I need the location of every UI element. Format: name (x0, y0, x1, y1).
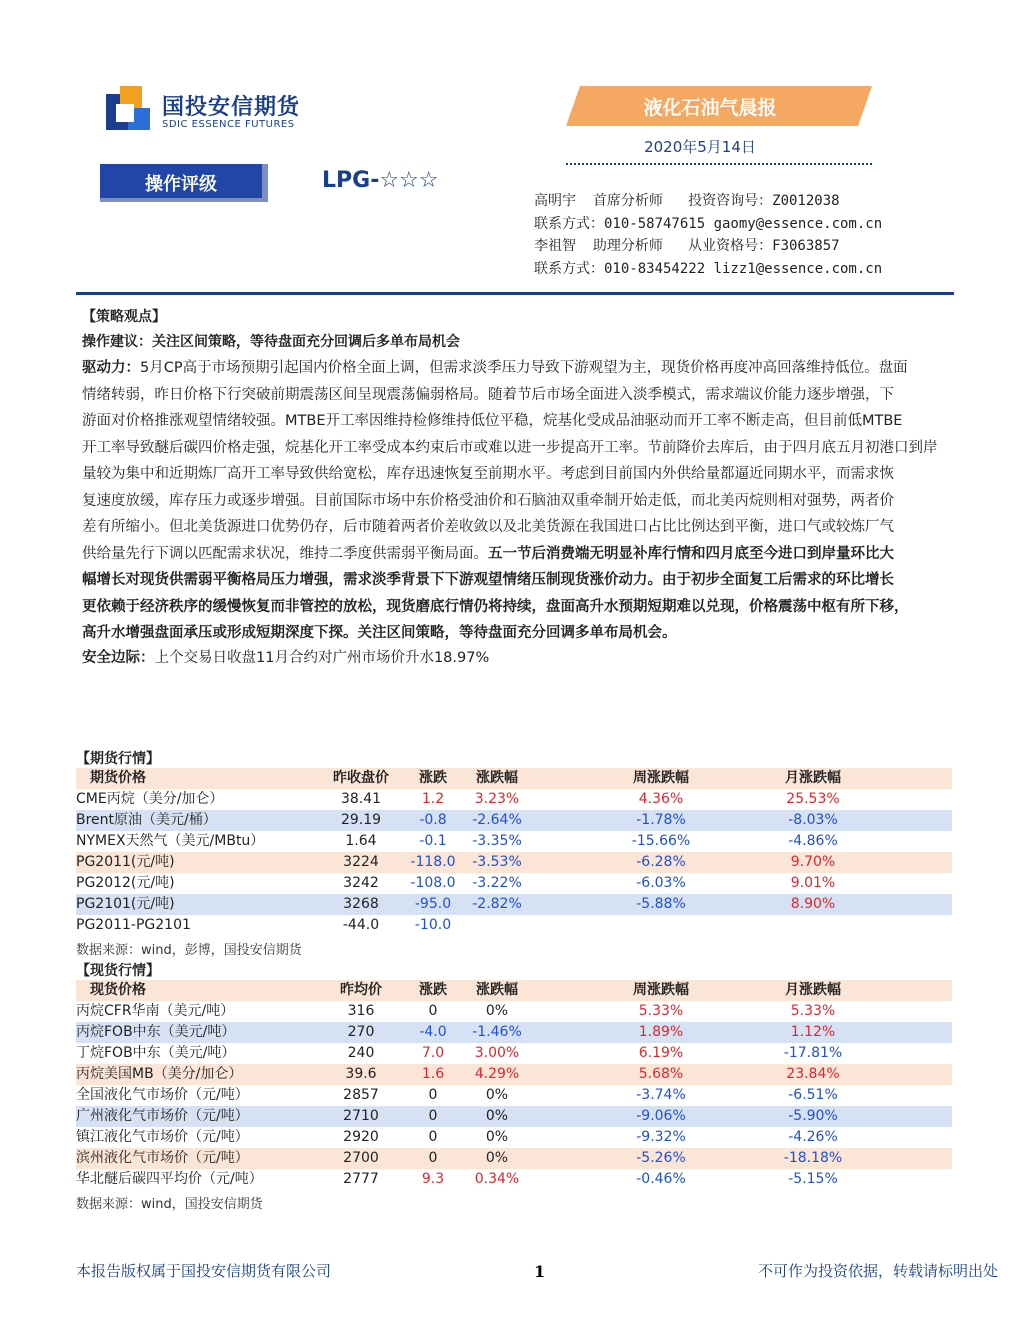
table-cell: PG2011(元/吨) (76, 854, 175, 870)
table-cell: -15.66% (631, 833, 691, 849)
table-cell: 0 (428, 1150, 438, 1166)
paragraph-line (82, 383, 894, 404)
paragraph-line (82, 542, 894, 563)
table-cell (748, 915, 878, 936)
paragraph-text: 复速度放缓，库存压力或逐步增强。目前国际市场中东价格受油价和石脑油双重牵制开始走低，而北美丙烷则相对强势，两者价 (82, 492, 894, 509)
table-cell: 0 (428, 1087, 438, 1103)
spot-source: 数据来源：wind，国投安信期货 (76, 1197, 263, 1212)
table-row (76, 1064, 952, 1085)
futures-source: 数据来源：wind，彭博，国投安信期货 (76, 943, 302, 958)
table-cell: 38.41 (340, 791, 382, 807)
table-cell: -10.0 (414, 917, 452, 933)
table-cell: -9.32% (636, 1129, 686, 1145)
table-cell: 3242 (343, 875, 379, 891)
column-header: 月涨跌幅 (785, 982, 841, 998)
table-row (76, 810, 952, 831)
table-cell: 9.70% (790, 854, 836, 870)
table-cell: CME丙烷（美分/加仑） (76, 791, 224, 807)
paragraph-line (82, 621, 677, 642)
table-row (76, 1106, 952, 1127)
paragraph-line (82, 568, 894, 589)
logo-english-name: SDIC ESSENCE FUTURES (162, 119, 295, 130)
table-cell: 3268 (343, 896, 379, 912)
table-cell: -0.8 (419, 812, 447, 828)
paragraph-text: 量较为集中和近期炼厂高开工率导致供给宽松，库存迅速恢复至前期水平。考虑到目前国内外供给量都逼近同期水平，而需求恢 (82, 466, 894, 482)
logo-chinese-name: 国投安信期货 (162, 95, 301, 120)
paragraph-bold-text: 高升水增强盘面承压或形成短期深度下探。关注区间策略，等待盘面充分回调多单布局机会。 (82, 625, 677, 641)
table-cell: 7.0 (421, 1045, 445, 1061)
table-cell: 丁烷FOB中东（美元/吨） (76, 1045, 236, 1061)
table-row (76, 915, 952, 936)
futures-table-title: 【期货行情】 (76, 751, 160, 767)
table-cell: 29.19 (340, 812, 382, 828)
analyst-line: 联系方式：010-83454222 lizz1@essence.com.cn (534, 261, 883, 277)
table-cell: 1.64 (345, 833, 377, 849)
table-cell: 0% (485, 1087, 509, 1103)
paragraph-line (82, 356, 908, 377)
safety-margin (82, 646, 489, 667)
paragraph-text: 游面对价格推涨观望情绪较强。MTBE开工率因维持检修维持低位平稳，烷基化受成品油驱动而开工率不断走高，但目前低MTBE (82, 413, 903, 429)
table-cell: 9.3 (421, 1171, 445, 1187)
paragraph-text: 差有所缩小。但北美货源进口优势仍存，后市随着两者价差收敛以及北美货源在我国进口占比比例达到平衡，进口气或较炼厂气 (82, 519, 894, 535)
table-cell: 0% (485, 1108, 509, 1124)
column-header: 期货价格 (90, 770, 146, 786)
table-cell: 0.34% (474, 1171, 520, 1187)
table-cell: 5.33% (790, 1003, 836, 1019)
table-cell: -3.53% (472, 854, 522, 870)
table-cell: 4.36% (638, 791, 684, 807)
strategy-section-title: 【策略观点】 (82, 309, 166, 325)
table-cell: 镇江液化气市场价（元/吨） (76, 1129, 249, 1145)
table-cell: -6.28% (636, 854, 686, 870)
table-cell: 9.01% (790, 875, 836, 891)
safety-label: 安全边际： (82, 650, 155, 666)
table-cell: -9.06% (636, 1108, 686, 1124)
table-cell: -5.26% (636, 1150, 686, 1166)
table-cell: PG2012(元/吨) (76, 875, 175, 891)
table-cell (596, 915, 726, 936)
table-cell: 1.12% (790, 1024, 836, 1040)
table-cell: -44.0 (342, 917, 380, 933)
analyst-line: 李祖智 助理分析师 从业资格号：F3063857 (534, 238, 840, 254)
table-cell: 316 (347, 1003, 375, 1019)
drive-label: 驱动力： (82, 360, 140, 376)
table-cell: 0% (485, 1150, 509, 1166)
header-rule (76, 292, 954, 295)
table-cell: 0 (428, 1003, 438, 1019)
table-cell: 240 (347, 1045, 375, 1061)
paragraph-bold-text: 更依赖于经济秩序的缓慢恢复而非管控的放松，现货磨底行情仍将持续，盘面高升水预期短期难以兑现，价格震荡中枢有所下移， (82, 598, 909, 615)
column-header: 涨跌 (419, 982, 447, 998)
table-row (76, 852, 952, 873)
table-cell (452, 915, 542, 936)
table-cell: -4.0 (419, 1024, 447, 1040)
paragraph-line (82, 595, 909, 616)
table-cell: -3.35% (472, 833, 522, 849)
table-cell: 2920 (343, 1129, 379, 1145)
paragraph-line (82, 462, 894, 483)
table-cell: -18.18% (783, 1150, 843, 1166)
paragraph-text: 5月CP高于市场预期引起国内价格全面上调，但需求淡季压力导致下游观望为主，现货价格再度冲高回落维持低位。盘面 (140, 360, 908, 376)
analyst-line: 联系方式：010-58747615 gaomy@essence.com.cn (534, 216, 883, 232)
table-cell: 2710 (343, 1108, 379, 1124)
table-row (76, 831, 952, 852)
table-cell: 全国液化气市场价（元/吨） (76, 1087, 249, 1103)
table-cell: 5.68% (638, 1066, 684, 1082)
column-header: 周涨跌幅 (633, 982, 689, 998)
spot-table-title: 【现货行情】 (76, 963, 160, 979)
column-header: 涨跌幅 (476, 982, 518, 998)
table-cell: PG2011-PG2101 (76, 917, 191, 933)
paragraph-bold-text: 幅增长对现货供需弱平衡格局压力增强，需求淡季背景下下游观望情绪压制现货涨价动力。由于初步全面复工后需求的环比增长 (82, 572, 894, 588)
table-cell: 3.00% (474, 1045, 520, 1061)
table-cell: 丙烷FOB中东（美元/吨） (76, 1024, 236, 1040)
column-header: 月涨跌幅 (785, 770, 841, 786)
table-cell: 1.89% (638, 1024, 684, 1040)
column-header: 昨均价 (340, 982, 382, 998)
table-cell: 1.6 (421, 1066, 445, 1082)
table-cell: -6.51% (788, 1087, 838, 1103)
table-cell: Brent原油（美元/桶） (76, 812, 217, 828)
table-row (76, 1043, 952, 1064)
paragraph-text: 开工率导致醚后碳四价格走强，烷基化开工率受成本约束后市或难以进一步提高开工率。节前降价去库后，由于四月底五月初港口到岸 (82, 439, 938, 456)
column-header: 昨收盘价 (333, 770, 389, 786)
table-cell: -2.64% (472, 812, 522, 828)
table-cell: 2777 (343, 1171, 379, 1187)
table-cell: 39.6 (345, 1066, 377, 1082)
analyst-line: 高明宇 首席分析师 投资咨询号：Z0012038 (534, 193, 840, 209)
table-row (76, 873, 952, 894)
footer-disclaimer: 不可作为投资依据，转载请标明出处 (758, 1262, 999, 1280)
table-cell: 2700 (343, 1150, 379, 1166)
dotted-divider (566, 163, 872, 165)
table-cell: -3.74% (636, 1087, 686, 1103)
paragraph-bold-text: 五一节后消费端无明显补库行情和四月底至今进口到岸量环比大 (488, 545, 894, 562)
table-row (76, 789, 952, 810)
table-cell: 2857 (343, 1087, 379, 1103)
paragraph-line (82, 515, 894, 536)
table-cell: 丙烷CFR华南（美元/吨） (76, 1003, 235, 1019)
table-cell: -3.22% (472, 875, 522, 891)
table-cell: 0 (428, 1108, 438, 1124)
table-cell: -5.88% (636, 896, 686, 912)
table-header-row (76, 768, 952, 789)
table-row (76, 1148, 952, 1169)
table-cell: 滨州液化气市场价（元/吨） (76, 1150, 249, 1166)
safety-text: 上个交易日收盘11月合约对广州市场价升水18.97% (154, 650, 490, 666)
table-cell: 0 (428, 1129, 438, 1145)
table-cell: -8.03% (788, 812, 838, 828)
table-cell: 4.29% (474, 1066, 520, 1082)
table-row (76, 1085, 952, 1106)
table-cell: -6.03% (636, 875, 686, 891)
table-cell: 5.33% (638, 1003, 684, 1019)
table-cell: 0% (485, 1129, 509, 1145)
page-number: 1 (534, 1262, 546, 1281)
table-row (76, 1169, 952, 1190)
rating-value: LPG-☆☆☆ (322, 168, 439, 193)
table-cell: -1.78% (636, 812, 686, 828)
report-title: 液化石油气晨报 (643, 97, 777, 119)
table-cell: -108.0 (410, 875, 456, 891)
operation-advice: 操作建议：关注区间策略，等待盘面充分回调后多单布局机会 (82, 334, 460, 350)
table-cell: 25.53% (786, 791, 840, 807)
rating-label: 操作评级 (145, 174, 217, 195)
table-cell: -17.81% (783, 1045, 843, 1061)
table-cell: NYMEX天然气（美元/MBtu） (76, 833, 265, 849)
table-cell: -0.1 (419, 833, 447, 849)
company-logo-icon (106, 86, 154, 130)
column-header: 周涨跌幅 (633, 770, 689, 786)
table-cell: -4.86% (788, 833, 838, 849)
table-row (76, 894, 952, 915)
table-cell: 270 (347, 1024, 375, 1040)
column-header: 涨跌 (419, 770, 447, 786)
footer-copyright: 本报告版权属于国投安信期货有限公司 (76, 1262, 332, 1280)
table-cell: 3224 (343, 854, 379, 870)
paragraph-line (82, 489, 894, 510)
table-row (76, 1127, 952, 1148)
report-date: 2020年5月14日 (644, 138, 756, 156)
table-header-row (76, 980, 952, 1001)
table-cell: 广州液化气市场价（元/吨） (76, 1108, 249, 1124)
table-cell: 华北醚后碳四平均价（元/吨） (76, 1171, 263, 1187)
table-cell: -0.46% (636, 1171, 686, 1187)
table-cell: -1.46% (472, 1024, 522, 1040)
paragraph-line (82, 409, 902, 430)
paragraph-text: 供给量先行下调以匹配需求状况，维持二季度供需弱平衡局面。 (82, 545, 488, 562)
table-cell: -2.82% (472, 896, 522, 912)
table-cell: 23.84% (786, 1066, 840, 1082)
table-cell: 0% (485, 1003, 509, 1019)
table-cell: 1.2 (421, 791, 445, 807)
table-cell: 3.23% (474, 791, 520, 807)
paragraph-line (82, 436, 938, 457)
table-row (76, 1001, 952, 1022)
table-cell: -95.0 (414, 896, 452, 912)
table-row (76, 1022, 952, 1043)
table-cell: PG2101(元/吨) (76, 896, 175, 912)
table-cell: 丙烷美国MB（美分/加仑） (76, 1066, 243, 1082)
column-header: 现货价格 (90, 982, 146, 998)
paragraph-text: 情绪转弱，昨日价格下行突破前期震荡区间呈现震荡偏弱格局。随着节后市场全面进入淡季模式，需求端议价能力逐步增强，下 (82, 386, 894, 403)
table-cell: -5.90% (788, 1108, 838, 1124)
column-header: 涨跌幅 (476, 770, 518, 786)
table-cell: 6.19% (638, 1045, 684, 1061)
table-cell: -5.15% (788, 1171, 838, 1187)
table-cell: -4.26% (788, 1129, 838, 1145)
table-cell: -118.0 (410, 854, 456, 870)
table-cell: 8.90% (790, 896, 836, 912)
